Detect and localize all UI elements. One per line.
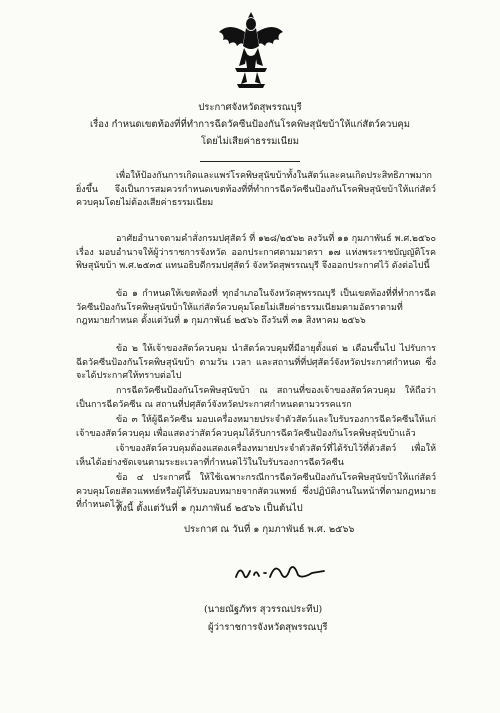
paragraph-clause-4: ข้อ ๔ ประกาศนี้ ให้ใช้เฉพาะกรณีการฉีดวัคซีนป้องกันโรคพิษสุนัขบ้าให้แก่สัตว์ควบคุมโดยสัตวแพทย์หรือผู้ได้รับมอบหมายจากสัตวแพทย์ ซึ่งปฏิบัติงานในหน้าที่ตามกฎหมายที่กำหนดไว้ xyxy=(76,473,436,510)
subject-line-2: โดยไม่เสียค่าธรรมเนียม xyxy=(200,136,299,147)
paragraph-clause-2-extra: การฉีดวัคซีนป้องกันโรคพิษสุนัขบ้า ณ สถานที่ของเจ้าของสัตว์ควบคุม ให้ถือว่าเป็นการฉีดวัคซีน ณ สถานที่ปศุสัตว์จังหวัดประกาศกำหนดตามวรรคแรก xyxy=(76,386,436,410)
handwritten-signature xyxy=(232,557,327,585)
paragraph-clause-3: ข้อ ๓ ให้ผู้ฉีดวัคซีน มอบเครื่องหมายประจำตัวสัตว์และใบรับรองการฉีดวัคซีนให้แก่เจ้าของสัตว์ควบคุม เพื่อแสดงว่าสัตว์ควบคุมได้รับการฉีดวัคซีนป้องกันโรคพิษสุนัขบ้าแล้ว xyxy=(76,415,436,439)
signer-name: (นายณัฐภัทร สุวรรณประทีป) xyxy=(204,604,323,615)
signer-title: ผู้ว่าราชการจังหวัดสุพรรณบุรี xyxy=(208,622,328,633)
announcement-title: ประกาศจังหวัดสุพรรณบุรี xyxy=(198,102,302,113)
paragraph-preamble: เพื่อให้ป้องกันการเกิดและแพร่โรคพิษสุนัขบ้าทั้งในสัตว์และคนเกิดประสิทธิภาพมากยิ่งขึ้น จึงเป็นการสมควรกำหนดเขตท้องที่ที่ทำการฉีดวัคซีนป้องกันโรคพิษสุนัขบ้าให้แก่สัตว์ควบคุมโดยไม่ต้องเสียค่าธรรมเนียม xyxy=(76,171,436,208)
paragraph-clause-2: ข้อ ๒ ให้เจ้าของสัตว์ควบคุม นำสัตว์ควบคุมที่มีอายุตั้งแต่ ๒ เดือนขึ้นไป ไปรับการฉีดวัคซีนป้องกันโรคพิษสุนัขบ้า ตามวัน เวลา และสถานที่ที่ปศุสัตว์จังหวัดประกาศกำหนด ซึ่งจะได้ประกาศให้ทราบต่อไป xyxy=(76,344,436,381)
effective-date: ทั้งนี้ ตั้งแต่วันที่ ๑ กุมภาพันธ์ ๒๕๖๖ เป็นต้นไป xyxy=(116,503,303,514)
title-divider xyxy=(200,161,300,162)
paragraph-clause-3-extra: เจ้าของสัตว์ควบคุมต้องแสดงเครื่องหมายประจำตัวสัตว์ที่ได้รับไว้ที่ตัวสัตว์ เพื่อให้เห็นได้อย่างชัดเจนตามระยะเวลาที่กำหนดไว้ในใบรับรองการฉีดวัคซีน xyxy=(76,444,436,468)
garuda-emblem xyxy=(215,8,287,90)
announced-date: ประกาศ ณ วันที่ ๑ กุมภาพันธ์ พ.ศ. ๒๕๖๖ xyxy=(184,524,355,535)
paragraph-clause-1: ข้อ ๑ กำหนดให้เขตท้องที่ ทุกอำเภอในจังหวัดสุพรรณบุรี เป็นเขตท้องที่ที่ทำการฉีดวัคซีนป้องกันโรคพิษสุนัขบ้าให้แก่สัตว์ควบคุมโดยไม่เสียค่าธรรมเนียมตามอัตราตามที่กฎหมายกำหนด ตั้งแต่วันที่ ๑ กุมภาพันธ์ ๒๕๖๖ ถึงวันที่ ๓๑ สิงหาคม ๒๕๖๖ xyxy=(76,289,436,326)
paragraph-authority: อาศัยอำนาจตามคำสั่งกรมปศุสัตว์ ที่ ๑๒๘/๒๕๖๒ ลงวันที่ ๑๑ กุมภาพันธ์ พ.ศ.๒๕๖๐ เรื่อง มอบอำนาจให้ผู้ว่าราชการจังหวัด ออกประกาศตามมาตรา ๑๗ แห่งพระราชบัญญัติโรคพิษสุนัขบ้า พ.ศ.๒๕๓๕ แทนอธิบดีกรมปศุสัตว์ จังหวัดสุพรรณบุรี จึงออกประกาศไว้ ดังต่อไปนี้ xyxy=(76,234,436,271)
subject-line: เรื่อง กำหนดเขตท้องที่ที่ทำการฉีดวัคซีนป้องกันโรคพิษสุนัขบ้าให้แก่สัตว์ควบคุม xyxy=(89,119,411,130)
